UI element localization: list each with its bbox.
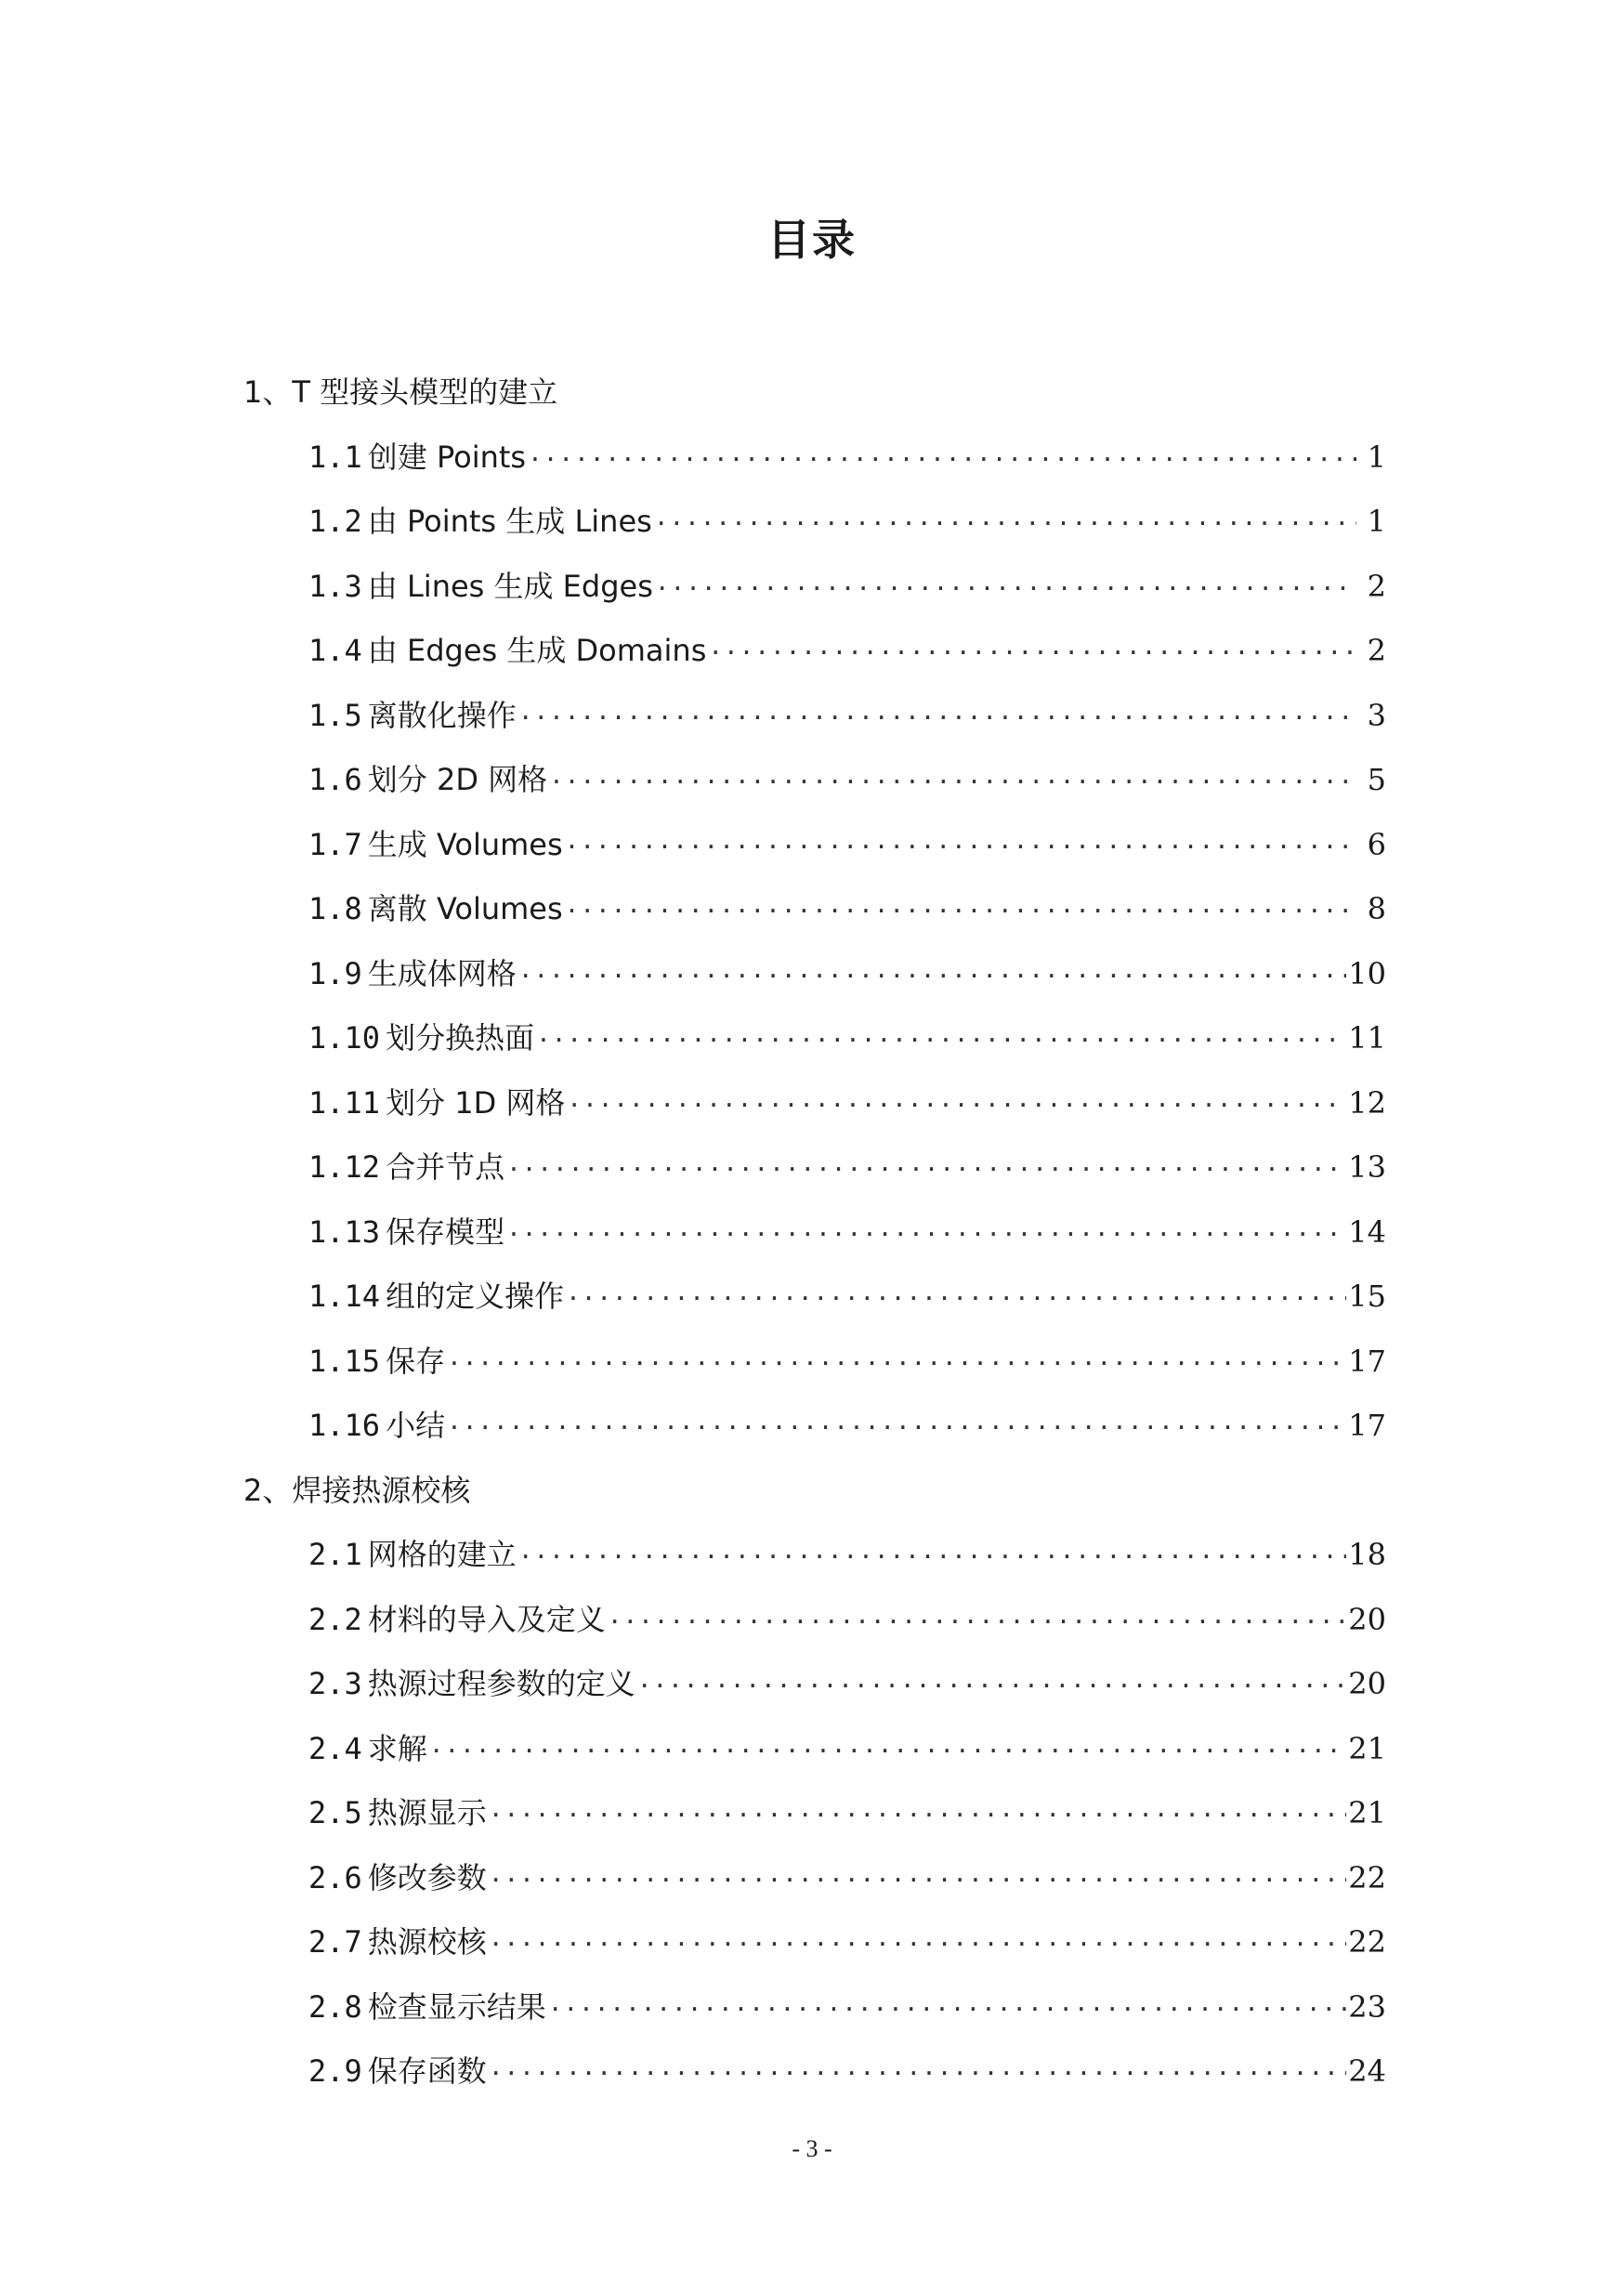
toc-entry-label (308, 1081, 565, 1125)
toc-entry-label (308, 1790, 487, 1835)
toc-entry-title: 热源过程参数的定义 (367, 1666, 635, 1701)
toc-entry-page-number: 22 (1348, 1924, 1386, 1960)
toc-entry-title: 划分换热面 (386, 1020, 535, 1056)
toc-dot-leader (489, 1858, 1346, 1903)
toc-entry[interactable] (308, 1661, 1386, 1706)
toc-entry[interactable] (308, 951, 1386, 996)
toc-dot-leader (506, 1148, 1346, 1192)
toc-dot-leader (567, 1083, 1346, 1128)
toc-entry-title: 网格的建立 (367, 1537, 517, 1572)
toc-entry-number: 2.4 (308, 1730, 362, 1766)
toc-entry-number: 1.12 (308, 1149, 381, 1185)
toc-entry-title: 创建 Points (367, 439, 527, 475)
toc-entry-page-number: 17 (1348, 1343, 1386, 1379)
toc-entry-label (308, 951, 517, 996)
page-number-footer: - 3 - (792, 2135, 832, 2162)
toc-entry[interactable] (308, 1726, 1386, 1771)
toc-entry[interactable] (308, 628, 1386, 673)
toc-entry-title: 划分 1D 网格 (386, 1084, 566, 1121)
toc-dot-leader (506, 1213, 1346, 1257)
toc-entry-number: 1.11 (308, 1084, 381, 1121)
toc-entry-page-number: 24 (1348, 2053, 1386, 2089)
toc-entry-label (308, 1339, 445, 1384)
toc-entry-title: 离散 Volumes (367, 891, 563, 926)
toc-entry-number: 1.2 (308, 504, 362, 539)
toc-entry-title: 组的定义操作 (386, 1279, 565, 1314)
toc-entry-page-number: 1 (1367, 504, 1386, 539)
toc-entry-page-number: 13 (1348, 1149, 1386, 1185)
toc-entry[interactable] (308, 1081, 1386, 1125)
toc-entry-title: 合并节点 (386, 1149, 505, 1185)
toc-dot-leader (548, 1987, 1346, 2032)
toc-entry[interactable] (308, 1145, 1386, 1189)
toc-dot-leader (489, 2052, 1346, 2096)
toc-entry-number: 2.9 (308, 2053, 362, 2089)
toc-entry[interactable] (308, 564, 1386, 609)
toc-entry[interactable] (308, 1274, 1386, 1318)
toc-entry[interactable] (308, 1016, 1386, 1060)
toc-entry-label (308, 757, 547, 802)
toc-entry[interactable] (308, 693, 1386, 738)
toc-entry[interactable] (308, 1856, 1386, 1900)
toc-entry-title: 小结 (386, 1408, 446, 1443)
page-title: 目录 (767, 215, 857, 265)
toc-entry-title: 由 Points 生成 Lines (367, 504, 652, 539)
toc-entry-title: 生成 Volumes (367, 826, 563, 862)
toc-entry-page-number: 1 (1367, 439, 1386, 475)
toc-entry-title: 生成体网格 (367, 955, 517, 991)
toc-entry-title: 由 Edges 生成 Domains (367, 633, 707, 668)
toc-entry-page-number: 15 (1348, 1279, 1386, 1314)
toc-entry-number: 2.7 (308, 1924, 362, 1960)
toc-entry-number: 1.3 (308, 568, 362, 604)
toc-entry[interactable] (308, 1597, 1386, 1642)
toc-entry-number: 2.8 (308, 1988, 362, 2025)
toc-dot-leader (565, 889, 1356, 934)
toc-entry-label (308, 1210, 504, 1254)
toc-entry-label (308, 1145, 504, 1189)
toc-entry-page-number: 17 (1348, 1408, 1386, 1443)
toc-entry-title: 检查显示结果 (367, 1988, 546, 2025)
toc-dot-leader (608, 1600, 1346, 1645)
toc-entry-page-number: 2 (1367, 568, 1386, 604)
toc-dot-leader (565, 825, 1356, 870)
toc-entry-number: 1.8 (308, 891, 362, 926)
toc-entry-label (308, 2049, 487, 2093)
toc-entry-title: 热源校核 (367, 1924, 487, 1960)
toc-entry-number: 2.5 (308, 1795, 362, 1830)
toc-entry[interactable] (308, 1403, 1386, 1448)
toc-dot-leader (447, 1342, 1346, 1386)
toc-entry-page-number: 2 (1367, 633, 1386, 668)
toc-entry-title: 修改参数 (367, 1859, 487, 1895)
toc-entry-page-number: 21 (1348, 1795, 1386, 1830)
toc-dot-leader (518, 954, 1346, 999)
toc-dot-leader (637, 1664, 1346, 1709)
toc-entry-label (308, 499, 652, 544)
toc-entry-title: 由 Lines 生成 Edges (367, 568, 653, 604)
toc-entry[interactable] (308, 435, 1386, 479)
toc-entry-page-number: 14 (1348, 1213, 1386, 1250)
toc-entry-number: 1.1 (308, 439, 362, 475)
toc-entry-title: 求解 (367, 1730, 427, 1766)
toc-dot-leader (429, 1729, 1346, 1774)
toc-dot-leader (708, 631, 1356, 675)
toc-entry-page-number: 20 (1348, 1666, 1386, 1701)
toc-entry-title: 保存 (386, 1343, 446, 1379)
toc-entry-number: 1.13 (308, 1213, 381, 1250)
toc-entry-label (308, 1274, 564, 1318)
toc-dot-leader (489, 1922, 1346, 1967)
toc-entry-title: 离散化操作 (367, 697, 517, 733)
toc-dot-leader (489, 1793, 1346, 1838)
toc-entry[interactable] (308, 1210, 1386, 1254)
toc-entry[interactable] (308, 886, 1386, 931)
toc-entry[interactable] (308, 499, 1386, 544)
toc-entry-number: 1.16 (308, 1408, 381, 1443)
toc-entry-number: 2.6 (308, 1859, 362, 1895)
toc-dot-leader (518, 1535, 1346, 1580)
toc-entry-number: 1.9 (308, 955, 362, 991)
toc-entry-label (308, 1016, 534, 1060)
toc-entry-number: 1.7 (308, 826, 362, 862)
toc-entry-label (308, 1661, 635, 1706)
toc-entry-label (308, 822, 563, 867)
toc-dot-leader (528, 438, 1356, 482)
toc-entry-page-number: 8 (1367, 891, 1386, 926)
toc-entry[interactable] (308, 2049, 1386, 2093)
toc-entry-label (308, 1403, 445, 1448)
toc-entry-number: 1.14 (308, 1279, 381, 1314)
toc-entry[interactable] (308, 757, 1386, 802)
toc-entry-page-number: 5 (1367, 762, 1386, 797)
toc-dot-leader (518, 696, 1356, 741)
toc-entry[interactable] (308, 1985, 1386, 2029)
toc-entry-label (308, 1985, 546, 2029)
toc-entry-label (308, 1726, 427, 1771)
toc-entry-page-number: 10 (1348, 955, 1386, 991)
toc-entry-label (308, 1920, 487, 1964)
toc-entry-title: 材料的导入及定义 (367, 1601, 606, 1637)
toc-entry-page-number: 18 (1348, 1537, 1386, 1572)
toc-section-heading[interactable]: 1、T 型接头模型的建立 (243, 374, 558, 410)
toc-entry[interactable] (308, 1532, 1386, 1577)
toc-entry-label (308, 1532, 517, 1577)
toc-entry-label (308, 1597, 606, 1642)
toc-dot-leader (549, 760, 1356, 805)
toc-entry-title: 划分 2D 网格 (367, 762, 548, 797)
toc-entry-label (308, 628, 706, 673)
toc-entry-label (308, 1856, 487, 1900)
toc-entry-page-number: 12 (1348, 1084, 1386, 1121)
toc-entry-label (308, 435, 526, 479)
toc-entry[interactable] (308, 822, 1386, 867)
toc-entry-page-number: 11 (1348, 1020, 1386, 1056)
toc-entry-label (308, 886, 563, 931)
toc-entry-number: 1.5 (308, 697, 362, 733)
toc-dot-leader (566, 1277, 1346, 1321)
toc-entry-number: 1.6 (308, 762, 362, 797)
toc-entry-page-number: 22 (1348, 1859, 1386, 1895)
toc-entry-number: 1.10 (308, 1020, 381, 1056)
toc-dot-leader (536, 1018, 1346, 1063)
toc-entry[interactable] (308, 1790, 1386, 1835)
toc-dot-leader (654, 502, 1356, 546)
toc-entry[interactable] (308, 1339, 1386, 1384)
toc-entry-page-number: 6 (1367, 826, 1386, 862)
toc-entry-title: 保存函数 (367, 2053, 487, 2089)
toc-entry-page-number: 3 (1367, 697, 1386, 733)
toc-entry-number: 2.3 (308, 1666, 362, 1701)
toc-dot-leader (447, 1406, 1346, 1450)
toc-entry-page-number: 21 (1348, 1730, 1386, 1766)
toc-entry-label (308, 564, 653, 609)
toc-entry-title: 保存模型 (386, 1213, 505, 1250)
toc-entry-number: 2.1 (308, 1537, 362, 1572)
toc-entry-page-number: 23 (1348, 1988, 1386, 2025)
toc-entry-number: 2.2 (308, 1601, 362, 1637)
toc-entry-page-number: 20 (1348, 1601, 1386, 1637)
toc-entry[interactable] (308, 1920, 1386, 1964)
toc-entry-title: 热源显示 (367, 1795, 487, 1830)
toc-entry-number: 1.15 (308, 1343, 381, 1379)
toc-entry-number: 1.4 (308, 633, 362, 668)
toc-section-heading[interactable]: 2、焊接热源校核 (243, 1472, 471, 1508)
toc-entry-label (308, 693, 517, 738)
toc-dot-leader (655, 567, 1356, 611)
